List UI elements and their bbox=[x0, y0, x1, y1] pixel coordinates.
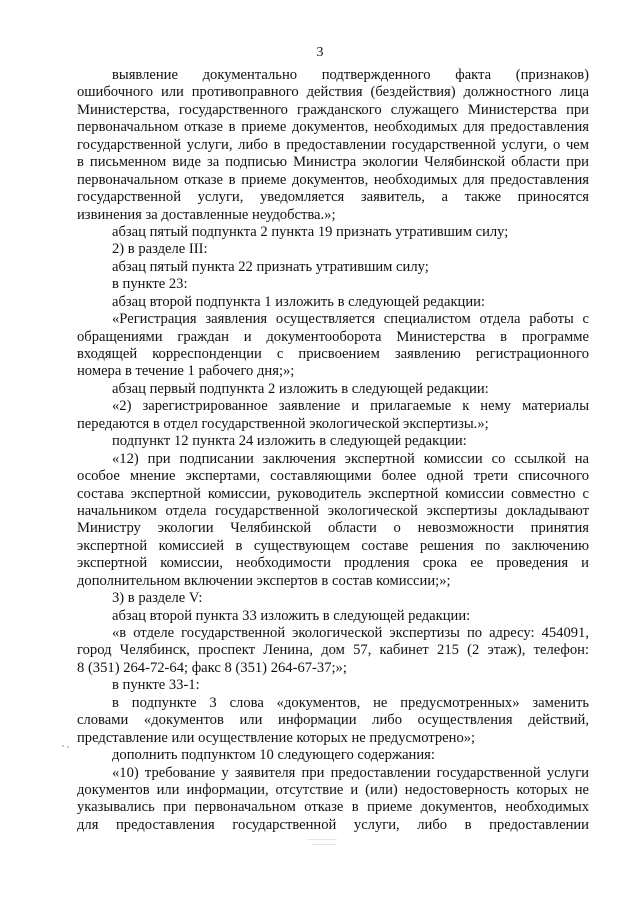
text-line: «2) зарегистрированное заявление и прилагаемые к нему материалы bbox=[112, 398, 589, 415]
text-line: государственной услуги, уведомляется заявитель, а также приносятся bbox=[77, 189, 589, 206]
text-line: словами «документов или информации либо осуществления действий, bbox=[77, 712, 589, 729]
page-number: 3 bbox=[316, 45, 324, 60]
scan-smudge-mark bbox=[305, 836, 345, 850]
text-line: обращениями граждан и документооборота Министерства в программе bbox=[77, 328, 589, 345]
text-line: абзац второй подпункта 1 изложить в следующей редакции: bbox=[112, 293, 486, 310]
document-body bbox=[77, 67, 589, 834]
text-line: «12) при подписании заключения экспертной комиссии со ссылкой на bbox=[112, 450, 589, 467]
text-line: начальником отдела государственной экологической экспертизы докладывают bbox=[77, 502, 589, 519]
text-line: город Челябинск, проспект Ленина, дом 57, кабинет 215 (2 этаж), телефон: bbox=[77, 642, 589, 659]
text-line: выявление документально подтвержденного факта (признаков) bbox=[112, 67, 589, 83]
scan-speck-mark bbox=[62, 744, 72, 748]
text-line: состава экспертной комиссии, руководитель экспертной комиссии совместно с bbox=[77, 485, 589, 502]
text-line: 3) в разделе V: bbox=[112, 590, 203, 607]
text-line: первоначальном отказе в приеме документов, необходимых для предоставления bbox=[77, 171, 589, 188]
text-line: первоначальном отказе в приеме документов, необходимых для предоставления bbox=[77, 119, 589, 136]
text-line: «в отделе государственной экологической экспертизы по адресу: 454091, bbox=[112, 625, 589, 641]
text-line: «Регистрация заявления осуществляется специалистом отдела работы с bbox=[112, 311, 589, 328]
text-line: абзац второй пункта 33 изложить в следующей редакции: bbox=[112, 607, 471, 624]
text-line: в письменном виде за подписью Министра экологии Челябинской области при bbox=[77, 154, 589, 171]
text-line: указывались при первоначальном отказе в приеме документов, необходимых bbox=[77, 799, 589, 816]
text-line: дополнить подпунктом 10 следующего содержания: bbox=[112, 747, 435, 764]
text-line: 8 (351) 264-72-64; факс 8 (351) 264-67-37;»; bbox=[77, 659, 347, 676]
text-line: Министру экологии Челябинской области о невозможности принятия bbox=[77, 520, 589, 537]
text-line: государственной услуги, либо в предоставлении государственной услуги, о чем bbox=[77, 136, 589, 153]
text-line: особое мнение экспертами, составляющими более одной трети списочного bbox=[77, 468, 589, 485]
text-line: Министерства, государственного гражданского служащего Министерства при bbox=[77, 101, 589, 118]
text-line: ошибочного или противоправного действия (бездействия) должностного лица bbox=[77, 84, 589, 101]
text-line: 2) в разделе III: bbox=[112, 241, 208, 258]
text-line: входящей корреспонденции с присвоением заявлению регистрационного bbox=[77, 346, 589, 362]
text-line: номера в течение 1 рабочего дня;»; bbox=[77, 363, 295, 380]
text-line: в подпункте 3 слова «документов, не предусмотренных» заменить bbox=[112, 694, 589, 711]
text-line: представление или осуществление которых не предусмотрено»; bbox=[77, 729, 476, 746]
text-line: в пункте 23: bbox=[112, 276, 188, 293]
text-line: абзац первый подпункта 2 изложить в следующей редакции: bbox=[112, 380, 489, 397]
text-line: в пункте 33-1: bbox=[112, 677, 200, 694]
text-line: извинения за доставленные неудобства.»; bbox=[77, 206, 336, 223]
text-line: для предоставления государственной услуги, либо в предоставлении bbox=[77, 816, 589, 833]
text-line: абзац пятый подпункта 2 пункта 19 признать утратившим силу; bbox=[112, 223, 509, 240]
text-line: экспертной комиссии, необходимости продления срока ее проведения и bbox=[77, 555, 589, 572]
text-line: передаются в отдел государственной экологической экспертизы.»; bbox=[77, 415, 489, 432]
text-line: дополнительном включении экспертов в состав комиссии;»; bbox=[77, 572, 451, 589]
text-line: абзац пятый пункта 22 признать утратившим силу; bbox=[112, 258, 429, 275]
text-line: подпункт 12 пункта 24 изложить в следующей редакции: bbox=[112, 433, 467, 450]
text-line: «10) требование у заявителя при предоставлении государственной услуги bbox=[112, 764, 589, 781]
text-line: экспертной комиссией в существующем составе решения по заключению bbox=[77, 537, 589, 554]
text-line: документов или информации, отсутствие и (или) недостоверность которых не bbox=[77, 781, 589, 798]
